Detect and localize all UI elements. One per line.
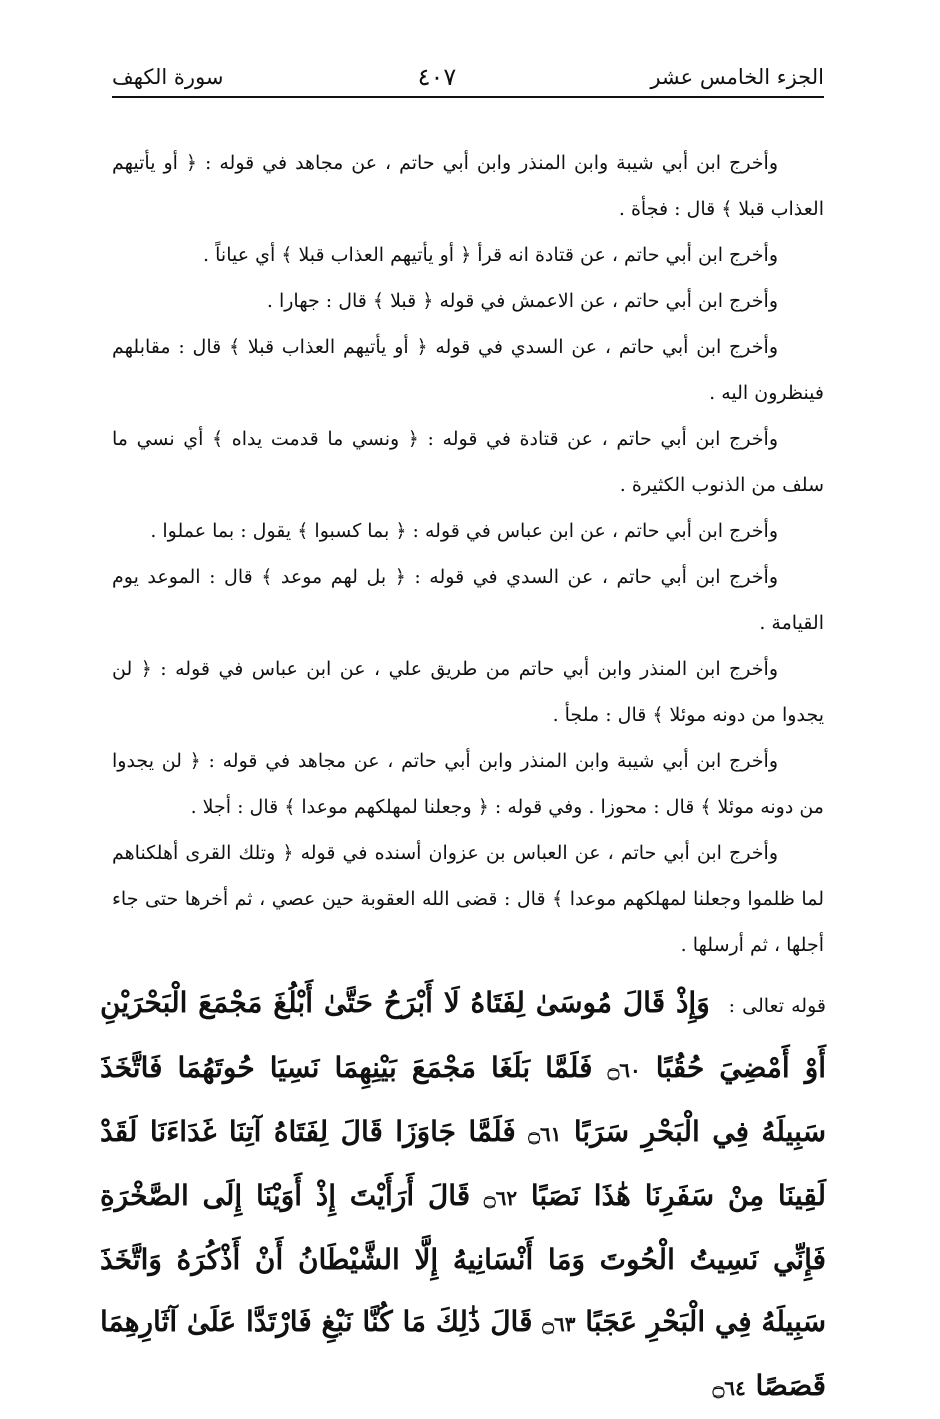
quran-intro-label: قوله تعالى :: [728, 995, 826, 1017]
paragraph: وأخرج ابن أبي حاتم ، عن ابن عباس في قوله : ﴿ بما كسبوا ﴾ يقول : بما عملوا .: [150, 520, 778, 542]
verse-text: فَلَمَّا بَلَغَا مَجْمَعَ بَيْنِهِمَا نَسِيَا حُوتَهُمَا فَاتَّخَذَ سَبِيلَهُ فِي الْبَحْرِ سَرَبًا: [100, 1051, 827, 1148]
paragraph: وأخرج ابن أبي حاتم ، عن العباس بن عزوان أسنده في قوله ﴿ وتلك القرى أهلكناهم لما ظلموا وجعلنا لمهلكهم موعدا ﴾ قال : قضى الله العقوبة حين عصي ، ثم أخرها حتى جاء أجلها ، ثم أرسلها .: [112, 842, 824, 956]
paragraph: وأخرج ابن أبي حاتم ، عن السدي في قوله ﴿ أو يأتيهم العذاب قبلا ﴾ قال : مقابلهم فينظرون اليه .: [112, 336, 824, 404]
quran-verses-block: [100, 972, 826, 1419]
commentary-text: [112, 140, 824, 968]
paragraph: وأخرج ابن أبي حاتم ، عن قتادة في قوله : ﴿ ونسي ما قدمت يداه ﴾ أي نسي ما سلف من الذنوب الكثيرة .: [112, 428, 824, 496]
paragraph: وأخرج ابن أبي شيبة وابن المنذر وابن أبي حاتم ، عن مجاهد في قوله : ﴿ أو يأتيهم العذاب قبلا ﴾ قال : فجأة .: [112, 152, 824, 220]
paragraph: وأخرج ابن أبي حاتم ، عن الاعمش في قوله ﴿ قبلا ﴾ قال : جهارا .: [266, 290, 778, 312]
paragraph: وأخرج ابن أبي حاتم ، عن السدي في قوله : ﴿ بل لهم موعد ﴾ قال : الموعد يوم القيامة .: [112, 566, 824, 634]
verse-number-marker: ۝٦١: [528, 1122, 562, 1146]
verse-text: قَالَ ذَٰلِكَ مَا كُنَّا نَبْغِ فَارْتَدَّا عَلَىٰ آثَارِهِمَا قَصَصًا: [100, 1305, 826, 1402]
paragraph: وأخرج ابن أبي شيبة وابن المنذر وابن أبي حاتم ، عن مجاهد في قوله : ﴿ لن يجدوا من دونه موئلا ﴾ قال : محوزا . وفي قوله : ﴿ وجعلنا لمهلكهم موعدا ﴾ قال : أجلا .: [112, 750, 824, 818]
juz-label: الجزء الخامس عشر: [650, 65, 824, 89]
page-number: ٤٠٧: [417, 63, 457, 91]
verse-number-marker: ۝٦٢: [483, 1186, 518, 1210]
paragraph: وأخرج ابن أبي حاتم ، عن قتادة انه قرأ ﴿ أو يأتيهم العذاب قبلا ﴾ أي عياناً .: [203, 244, 778, 266]
surah-name: سورة الكهف: [112, 65, 224, 89]
verse-number-marker: ۝٦٠: [607, 1058, 641, 1082]
verse-number-marker: ۝٦٤: [712, 1376, 746, 1400]
verse-text: وَإِذْ قَالَ مُوسَىٰ لِفَتَاهُ لَا أَبْرَحُ حَتَّىٰ أَبْلُغَ مَجْمَعَ الْبَحْرَيْنِ أَوْ أَمْضِيَ حُقُبًا: [100, 986, 826, 1084]
paragraph: وأخرج ابن المنذر وابن أبي حاتم من طريق علي ، عن ابن عباس في قوله : ﴿ لن يجدوا من دونه موئلا ﴾ قال : ملجأ .: [112, 658, 824, 726]
verse-text: قَالَ أَرَأَيْتَ إِذْ أَوَيْنَا إِلَى الصَّخْرَةِ فَإِنِّي نَسِيتُ الْحُوتَ وَمَا أَنْسَانِيهُ إِلَّا الشَّيْطَانُ أَنْ أَذْكُرَهُ وَاتَّخَذَ سَبِيلَهُ فِي الْبَحْرِ عَجَبًا: [100, 1179, 827, 1338]
verse-number-marker: ۝٦٣: [542, 1312, 576, 1336]
page-header: [112, 58, 824, 98]
verse-text: فَلَمَّا جَاوَزَا قَالَ لِفَتَاهُ آتِنَا غَدَاءَنَا لَقَدْ لَقِينَا مِنْ سَفَرِنَا هَٰذَا نَصَبًا: [100, 1115, 827, 1212]
